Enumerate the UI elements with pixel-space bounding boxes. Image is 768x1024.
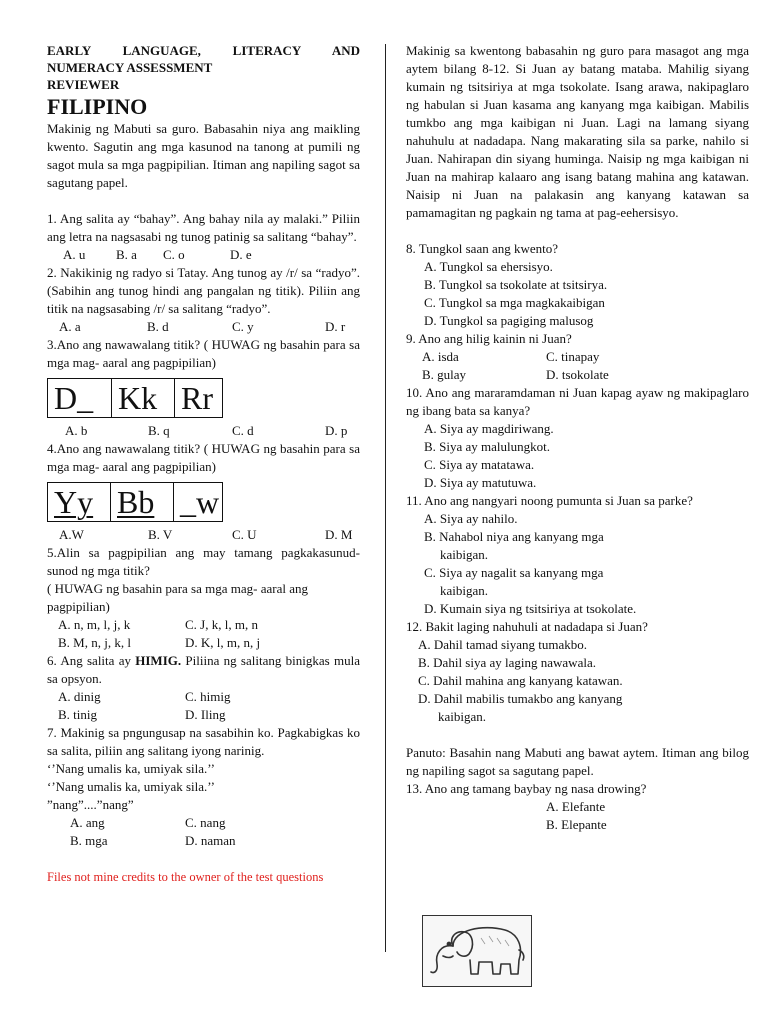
- option-d: D. Dahil mabilis tumakbo ang kanyang: [418, 691, 623, 706]
- question-6-post: Piliina ng salitang binigkas mula sa opsyon.: [47, 653, 360, 686]
- option-a: A. Tungkol sa ehersisyo.: [424, 259, 553, 274]
- option-a: A. Siya ay nahilo.: [424, 511, 518, 526]
- option-c: C. himig: [185, 689, 231, 704]
- option-b: B. Siya ay malulungkot.: [424, 439, 551, 454]
- question-7-text: 7. Makinig sa pngungusap na sasabihin ko. Pagkabigkas ko sa salita, piliin ang salitang iyong narinig.: [47, 725, 360, 758]
- option-d: D. Iling: [185, 707, 226, 722]
- question-4-text: 4.Ano ang nawawalang titik? ( HUWAG ng basahin para sa mga mag- aaral ang pagpipilian): [47, 441, 360, 474]
- option-a: A. ang: [70, 815, 105, 830]
- document-header: [47, 42, 360, 93]
- option-d: D. Kumain siya ng tsitsiriya at tsokolate.: [424, 601, 637, 616]
- question-6-pre: 6. Ang salita ay: [47, 653, 136, 668]
- question-7-options-row-1: [47, 814, 360, 832]
- option-c: C. Siya ay nagalit sa kanyang mga: [424, 565, 604, 580]
- option-c: C. Dahil mahina ang kanyang katawan.: [418, 673, 623, 688]
- question-10-options: [406, 420, 749, 492]
- option-b: B. d: [147, 319, 169, 334]
- option-a: A. b: [65, 423, 88, 438]
- question-3-options: [47, 422, 360, 440]
- option-b: B. Nahabol niya ang kanyang mga: [424, 529, 604, 544]
- question-1-options: [47, 246, 360, 264]
- question-12-text: 12. Bakit laging nahuhuli at nadadapa si Juan?: [406, 619, 648, 634]
- option-c: C. nang: [185, 815, 226, 830]
- question-7-sentence-2: ‘’Nang umalis ka, umiyak sila.’’: [47, 779, 215, 794]
- question-9-options-row-1: [406, 348, 749, 366]
- option-a: A. isda: [422, 349, 459, 364]
- question-8-text: 8. Tungkol saan ang kwento?: [406, 241, 559, 256]
- option-b: B. M, n, j, k, l: [58, 635, 131, 650]
- option-b: B. V: [148, 527, 173, 542]
- question-7-word-cue: ”nang”....”nang”: [47, 797, 134, 812]
- option-b: B. Tungkol sa tsokolate at tsitsirya.: [424, 277, 608, 292]
- question-8-options: [406, 258, 749, 330]
- option-c: C. Tungkol sa mga magkakaibigan: [424, 295, 605, 310]
- option-c: C. o: [163, 247, 185, 262]
- option-a: A. n, m, l, j, k: [58, 617, 131, 632]
- elephant-drawing: [422, 915, 532, 987]
- option-d: D. M: [325, 527, 353, 542]
- option-d: D. r: [325, 319, 346, 334]
- option-c: C. U: [232, 527, 257, 542]
- question-7-sentence-1: ‘’Nang umalis ka, umiyak sila.’’: [47, 761, 215, 776]
- option-a: A. Siya ay magdiriwang.: [424, 421, 554, 436]
- question-5-options-row-1: [47, 616, 360, 634]
- question-6-text: [47, 652, 360, 688]
- question-2-options: [47, 318, 360, 336]
- letter-box-2: [110, 483, 173, 521]
- option-b: B. a: [116, 247, 137, 262]
- header-line-2: NUMERACY ASSESSMENT: [47, 60, 213, 75]
- elephant-icon: [423, 916, 531, 986]
- header-line-1: EARLY LANGUAGE, LITERACY AND: [47, 43, 360, 58]
- option-a: A. dinig: [58, 689, 101, 704]
- question-10-text: 10. Ano ang mararamdaman ni Juan kapag ayaw ng makipaglaro ng ibang bata sa kanya?: [406, 385, 749, 418]
- option-d: D. tsokolate: [546, 367, 609, 382]
- question-4-options: [47, 526, 360, 544]
- option-d: D. p: [325, 423, 348, 438]
- question-13-options: [406, 798, 749, 834]
- question-2-text: 2. Nakikinig ng radyo si Tatay. Ang tunog ay /r/ sa “radyo”. (Sabihin ang tunog hindi ang pangalan ng titik). Piliin ang titik na nagsasabing /r/ sa salitang “radyo”.: [47, 265, 360, 316]
- option-c: C. d: [232, 423, 254, 438]
- letter-box-2: Kk: [111, 379, 174, 417]
- option-b: B. Elepante: [546, 817, 607, 832]
- right-column: [406, 42, 749, 834]
- intro-instructions: Makinig ng Mabuti sa guro. Babasahin niya ang maikling kwento. Sagutin ang mga kasunod na tanong at pumili ng sagot mula sa mga pagpipilian. Itiman ang napiling sagot sa sagutang papel.: [47, 121, 360, 190]
- header-line-3: REVIEWER: [47, 77, 120, 92]
- question-9-options-row-2: [406, 366, 749, 384]
- option-d: D. Siya ay matutuwa.: [424, 475, 537, 490]
- question-11-options: [406, 510, 749, 618]
- option-a: A. a: [59, 319, 81, 334]
- question-3-text: 3.Ano ang nawawalang titik? ( HUWAG ng basahin para sa mga mag- aaral ang pagpipilian): [47, 337, 360, 370]
- option-a: A. u: [63, 247, 86, 262]
- option-c: C. J, k, l, m, n: [185, 617, 258, 632]
- option-c: C. y: [232, 319, 254, 334]
- option-d: D. Tungkol sa pagiging malusog: [424, 313, 594, 328]
- option-b: B. gulay: [422, 367, 467, 382]
- option-d: D. naman: [185, 833, 236, 848]
- option-b: B. Dahil siya ay laging nawawala.: [418, 655, 596, 670]
- question-6-word: HIMIG.: [135, 653, 182, 668]
- letter-box-2-text: Bb: [117, 484, 155, 520]
- question-6-options-row-1: [47, 688, 360, 706]
- letter-box-3: Rr: [174, 379, 222, 417]
- option-b: B. tinig: [58, 707, 98, 722]
- question-7-options-row-2: [47, 832, 360, 850]
- question-4-letter-boxes: [47, 482, 223, 522]
- letter-box-3: _w: [173, 483, 222, 521]
- question-5-note: ( HUWAG ng basahin para sa mga mag- aaral ang pagpipilian): [47, 581, 308, 614]
- option-c-continued: kaibigan.: [440, 583, 489, 598]
- instructions-panuto: Panuto: Basahin nang Mabuti ang bawat aytem. Itiman ang bilog ng napiling sagot sa sagutang papel.: [406, 745, 749, 778]
- story-passage: Makinig sa kwentong babasahin ng guro para masagot ang mga aytem bilang 8-12. Si Juan ay batang mataba. Mahilig siyang kumain ng tsitsiriya at mga tsokolate. Isang arawa, nakipaglaro ng habulan si Juan kasama ang kanyang mga kaibigan. Mabilis tumkbo ang mga kaibigan ni Juan. Lagi na lamang siyang nahuhulu at nadadapa. Nang makarating sila sa parke, nahilo si Juan. Nahirapan din siyang huminga. Naisip ng mga kaibigan ni Juan na mahirap kalaaro ang isang batang mahina ang katawan. Naisip ni Juan na palakasin ang kanyang katawan sa pamamagitan ng pagkain ng tama at pag-eehersisyo.: [406, 43, 749, 220]
- question-3-letter-boxes: [47, 378, 223, 418]
- letter-box-1: D_: [54, 380, 94, 416]
- option-a: A. Dahil tamad siyang tumakbo.: [418, 637, 587, 652]
- option-b: B. mga: [70, 833, 108, 848]
- question-11-text: 11. Ano ang nangyari noong pumunta si Juan sa parke?: [406, 493, 693, 508]
- option-c: C. Siya ay matatawa.: [424, 457, 535, 472]
- option-b: B. q: [148, 423, 170, 438]
- letter-box-1: Yy: [54, 484, 94, 520]
- question-9-text: 9. Ano ang hilig kainin ni Juan?: [406, 331, 572, 346]
- option-a: A.W: [59, 527, 84, 542]
- question-12-options: [406, 636, 749, 726]
- subject-title: FILIPINO: [47, 94, 148, 119]
- left-column: [47, 42, 360, 886]
- question-1-text: 1. Ang salita ay “bahay”. Ang bahay nila ay malaki.” Piliin ang letra na nagsasabi ng tunog patinig sa salitang “bahay”.: [47, 211, 360, 244]
- question-6-options-row-2: [47, 706, 360, 724]
- question-5-options-row-2: [47, 634, 360, 652]
- option-d-continued: kaibigan.: [438, 709, 487, 724]
- option-a: A. Elefante: [546, 799, 606, 814]
- option-c: C. tinapay: [546, 349, 600, 364]
- credits-note: Files not mine credits to the owner of the test questions: [47, 870, 324, 884]
- option-d: D. e: [230, 247, 252, 262]
- question-5-text: 5.Alin sa pagpipilian ang may tamang pagkakasunud- sunod ng mga titik?: [47, 545, 360, 578]
- column-divider: [385, 44, 386, 952]
- option-b-continued: kaibigan.: [440, 547, 489, 562]
- question-13-text: 13. Ano ang tamang baybay ng nasa drowing?: [406, 781, 647, 796]
- option-d: D. K, l, m, n, j: [185, 635, 261, 650]
